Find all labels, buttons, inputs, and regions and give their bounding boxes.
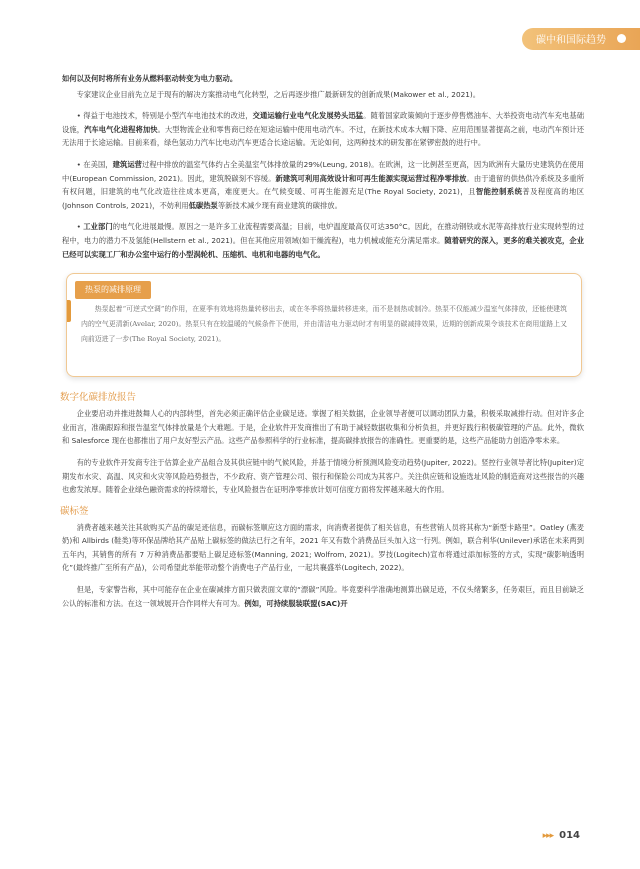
paragraph-1: 专家建议企业目前先立足于现有的解决方案推动电气化转型，之后再逐步推广最新研发的创新成果(Makower et al., 2021)。 (76, 89, 481, 99)
heat-pump-callout (66, 273, 582, 377)
section2-paragraph-1: 消费者越来越关注其欲购买产品的碳足迹信息，而碳标签顺应这方面的需求，向消费者提供了相关信息，有些营销人员将其称为“新型卡路里”。Oatley (燕麦奶)和 Allbirds (鞋类)等环保品牌给其产品贴上碳标签的做法已行之有年，2021 年又有数个消费品巨头加入这一行列。例如，联合利华(Unilever)承诺在未来两到五年内，其销售的所有 7 万种消费品都要贴上碳足迹标签(Manning, 2021; Wolfrom, 2021)。罗技(Logitech)宣布将通过添加标签的方式，实现“碳影响透明化”(最终推广至所有产品)，公司希望此举能带动整个消费电子产品行业，一起共襄盛举(Logitech, 2022)。 (62, 522, 584, 573)
header-dot-icon (617, 34, 626, 43)
section-heading-carbon-labels: 碳标签 (60, 505, 89, 517)
page-number (543, 830, 580, 841)
callout-body: 热泵起着“可逆式空调”的作用，在夏季有效地将热量转移出去，或在冬季将热量转移进来，而不是制热或制冷。热泵不仅能减少温室气体排放，还能使建筑内的空气更清新(Avelar, 2020)。热泵只有在较温暖的气候条件下使用，并由清洁电力驱动时才有明显的碳减排效果，近期的创新成果令该技术在商用道路上又向前迈进了一步(The Royal Society, 2021)。 (81, 305, 567, 344)
intro-lead: 如何以及何时将所有业务从燃料驱动转变为电力驱动。 (62, 74, 238, 83)
header-label: 碳中和国际趋势 (536, 35, 606, 46)
section-heading-digital-reporting: 数字化碳排放报告 (60, 392, 137, 404)
main-content (62, 72, 584, 610)
section1-paragraph-1: 企业要启动并推进鼓舞人心的内部转型，首先必须正确评估企业碳足迹。掌握了相关数据，企业领导者便可以调动团队力量，积极采取减排行动。但对许多企业而言，准确跟踪和报告温室气体排放量是个大难题。于是，企业软件开发商推出了有助于减轻数据收集和分析负担，并更好践行积极碳管理的产品。此外，微软和 Salesforce 现在也都推出了用户友好型云产品。这些产品参照科学的行业标准，提高碳排放报告的准确性。更重要的是，这些产品能助力创造净零未来。 (62, 409, 584, 446)
paragraph-industry: • 工业部门的电气化进展最慢。原因之一是许多工业流程需要高温；目前，电炉温度最高仅可达350°C。因此，在推动钢铁或水泥等高排放行业实现转型的过程中，电力的潜力不及氢能(Hellstern et al., 2021)。但在其他应用领域(如干燥流程)，电力机械或能充分满足需求。随着研究的深入，更多的难关被攻克，企业已经可以实现工厂和办公室中运行的小型涡轮机、压缩机、电机和电器的电气化。 (62, 222, 585, 259)
page-number-value: 014 (559, 830, 580, 841)
header-tab (522, 28, 640, 50)
section1-paragraph-2: 有的专业软件开发商专注于估算企业产品组合及其供应链中的气候风险，并基于情境分析预测风险变动趋势(Jupiter, 2022)。竖控行业领导者比特(Jupiter)定期发布水灾、高温、风灾和火灾等风险趋势报告，不少政府、资产管理公司、银行和保险公司成为其客户。关注供应链和设施选址风险的制造商对这些报告的兴趣也愈发浓厚。随着企业绿色融资需求的持续增长，专业风险报告在证明净零排放计划可信度方面将发挥越来越大的作用。 (62, 457, 584, 495)
callout-title: 热泵的减排原理 (75, 281, 151, 299)
section2-paragraph-2: 但是，专家警告称，其中可能存在企业在碳减排方面只做表面文章的“漂碳”风险。毕竟要科学准确地测算出碳足迹，不仅头绪繁多，任务艰巨，而且目前缺乏公认的标准和方法。在这一领域展开合作同样大有可为。例如，可持续服装联盟(SAC)开 (62, 585, 584, 608)
paragraph-transport: • 得益于电池技术，特别是小型汽车电池技术的改进，交通运输行业电气化发展势头迅猛。随着国家政策倾向于逐步停售燃油车、大举投资电动汽车充电基础设施，汽车电气化进程将加快。大型物流企业和零售商已经在短途运输中使用电动汽车。不过，在新技术成本大幅下降、应用范围显著提高之前，电动汽车预计还无法用于长途运输。目前来看，绿色氢动力汽车比电动汽车更适合长途运输。无论如何，这两种技术的研发都在紧锣密鼓的进行中。 (62, 111, 585, 148)
page-arrows-icon: ▸▸▸ (542, 831, 554, 841)
paragraph-buildings: • 在美国，建筑运营过程中排放的温室气体约占全美温室气体排放量的29%(Leung, 2018)。在欧洲，这一比例甚至更高，因为欧洲有大量历史建筑仍在使用中(European Commission, 2021)。因此，建筑脱碳刻不容缓。新建筑可利用高效设计和可再生能源实现运营过程净零排放。由于遗留的供热供冷系统及多重所有权问题，旧建筑的电气化改造往往成本更高，难度更大。在气候变暖、可再生能源充足(The Royal Society, 2021)，且智能控制系统普及程度高的地区(Johnson Controls, 2021)，不妨利用低碳热泵等新技术减少现有商业建筑的碳排放。 (62, 159, 585, 210)
